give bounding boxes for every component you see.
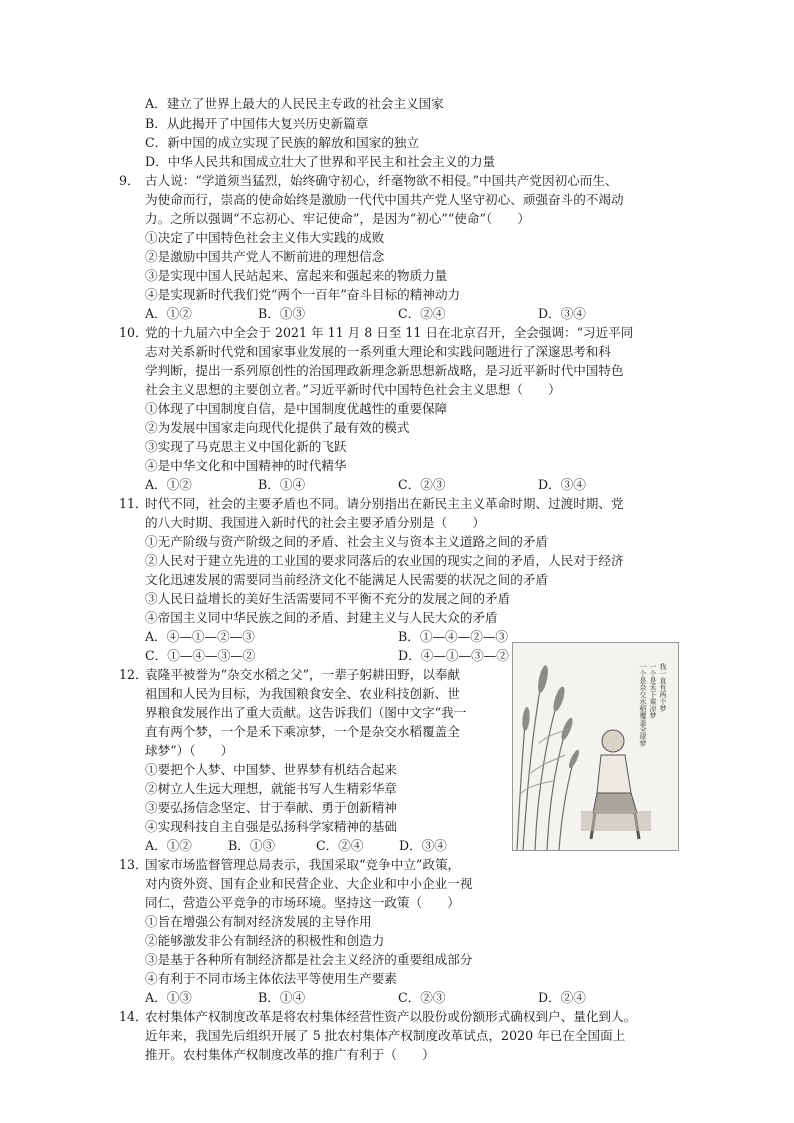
q13-statement: ③是基于各种所有制经济都是社会主义经济的重要组成部分 — [145, 952, 473, 967]
q9-stem-line: 为使命而行，崇高的使命始终是激励一代代中国共产党人坚守初心、顽强奋斗的不竭动 — [145, 192, 624, 207]
q11-choice-a: A．④—①—②—③ — [145, 629, 255, 644]
q10-stem-line: 志对关系新时代党和国家事业发展的一系列重大理论和实践问题进行了深邃思考和科 — [145, 344, 611, 359]
q11-choice-c: C．①—④—③—② — [145, 648, 256, 663]
q11-choice-b: B．①—④—②—③ — [398, 629, 509, 644]
q10-statement: ④是中华文化和中国精神的时代精华 — [145, 458, 347, 473]
q12-statement: ①要把个人梦、中国梦、世界梦有机结合起来 — [145, 762, 397, 777]
q9-choice-b: B．①③ — [258, 306, 306, 321]
q13-stem-line: 国家市场监督管理总局表示，我国采取“竞争中立”政策， — [145, 857, 461, 872]
q12-stem-line: 祖国和人民为目标，为我国粮食安全、农业科技创新、世 — [145, 686, 460, 701]
caption-col-3: 一个是杂交水稻覆盖全球梦 — [639, 663, 647, 747]
q11-statement: ③人民日益增长的美好生活需要同不平衡不充分的发展之间的矛盾 — [145, 591, 511, 606]
q10-number: 10． — [119, 325, 148, 340]
q11-stem-line: 的八大时期、我国进入新时代的社会主要矛盾分别是（ ） — [145, 515, 486, 530]
q11-statement: ④帝国主义同中华民族之间的矛盾、封建主义与人民大众的矛盾 — [145, 610, 498, 625]
q9-choice-d: D．③④ — [538, 306, 586, 321]
q9-statement: ②是激励中国共产党人不断前进的理想信念 — [145, 249, 385, 264]
q9-choice-c: C．②④ — [398, 306, 446, 321]
q9-number: 9． — [119, 173, 140, 188]
q11-number: 11． — [119, 496, 148, 511]
q10-statement: ①体现了中国制度自信，是中国制度优越性的重要保障 — [145, 401, 448, 416]
q13-statement: ①旨在增强公有制对经济发展的主导作用 — [145, 914, 372, 929]
q13-choice-a: A．①③ — [145, 990, 192, 1005]
q8-option-c: C．新中国的成立实现了民族的解放和国家的独立 — [145, 135, 420, 150]
q12-stem-line: 球梦”）（ ） — [145, 743, 234, 758]
q13-choice-d: D．②④ — [538, 990, 586, 1005]
q12-statement: ②树立人生远大理想，就能书写人生精彩华章 — [145, 781, 397, 796]
q10-choice-b: B．①④ — [258, 477, 306, 492]
q12-choice-d: D．③④ — [399, 838, 447, 853]
q14-stem-line: 推开。农村集体产权制度改革的推广有利于（ ） — [145, 1047, 435, 1062]
q8-option-d: D．中华人民共和国成立壮大了世界和平民主和社会主义的力量 — [145, 154, 496, 169]
q12-choice-a: A．①② — [145, 838, 192, 853]
q11-statement: 文化迅速发展的需要同当前经济文化不能满足人民需要的状况之间的矛盾 — [145, 572, 548, 587]
q10-statement: ②为发展中国家走向现代化提供了最有效的模式 — [145, 420, 410, 435]
q9-stem-line: 古人说：“学道须当猛烈，始终确守初心，纤毫物欲不相侵。”中国共产党因初心而生、 — [145, 173, 618, 188]
rice-field-drawing — [513, 643, 678, 850]
q12-choice-c: C．②④ — [316, 838, 364, 853]
q11-choice-d: D．④—①—③—② — [398, 648, 509, 663]
q9-statement: ④是实现新时代我们党“两个一百年”奋斗目标的精神动力 — [145, 287, 461, 302]
q11-statement: ②人民对于建立先进的工业国的要求同落后的农业国的现实之间的矛盾，人民对于经济 — [145, 553, 624, 568]
q10-choice-c: C．②③ — [398, 477, 446, 492]
q13-choice-b: B．①④ — [258, 990, 306, 1005]
q12-stem-line: 袁隆平被誉为“杂交水稻之父”，一辈子躬耕田野，以奉献 — [145, 667, 461, 682]
q8-option-a: A．建立了世界上最大的人民民主专政的社会主义国家 — [145, 96, 444, 111]
q13-number: 13． — [119, 857, 148, 872]
q10-choice-a: A．①② — [145, 477, 192, 492]
q14-stem-line: 近年来，我国先后组织开展了 5 批农村集体产权制度改革试点，2020 年已在全国面上 — [145, 1028, 626, 1043]
q12-statement: ③要弘扬信念坚定、甘于奉献、勇于创新精神 — [145, 800, 397, 815]
q10-stem-line: 学判断，提出一系列原创性的治国理政新理念新思想新战略，是习近平新时代中国特色 — [145, 363, 624, 378]
q9-statement: ①决定了中国特色社会主义伟大实践的成败 — [145, 230, 385, 245]
q9-stem-line: 力。之所以强调“不忘初心、牢记使命”，是因为“初心”“使命”（ ） — [145, 211, 530, 226]
q13-statement: ④有利于不同市场主体依法平等使用生产要素 — [145, 971, 397, 986]
q13-choice-c: C．②③ — [398, 990, 446, 1005]
q10-statement: ③实现了马克思主义中国化新的飞跃 — [145, 439, 347, 454]
q12-number: 12． — [119, 667, 148, 682]
q14-number: 14． — [119, 1009, 148, 1024]
q12-statement: ④实现科技自主自强是弘扬科学家精神的基础 — [145, 819, 397, 834]
q12-stem-line: 直有两个梦，一个是禾下乘凉梦，一个是杂交水稻覆盖全 — [145, 724, 460, 739]
q13-stem-line: 对内资外资、国有企业和民营企业、大企业和中小企业一视 — [145, 876, 473, 891]
q13-statement: ②能够激发非公有制经济的积极性和创造力 — [145, 933, 385, 948]
q10-choice-d: D．③④ — [538, 477, 586, 492]
q9-statement: ③是实现中国人民站起来、富起来和强起来的物质力量 — [145, 268, 448, 283]
q12-stem-line: 界粮食发展作出了重大贡献。这告诉我们（图中文字“我一 — [145, 705, 467, 720]
q10-stem-line: 社会主义思想的主要创立者。”习近平新时代中国特色社会主义思想（ ） — [145, 382, 561, 397]
q9-choice-a: A．①② — [145, 306, 192, 321]
q14-stem-line: 农村集体产权制度改革是将农村集体经营性资产以股份或份额形式确权到户、量化到人。 — [145, 1009, 637, 1024]
yuan-longping-illustration — [512, 642, 679, 851]
q12-choice-b: B．①③ — [228, 838, 276, 853]
caption-col-2: 一个是禾下乘凉梦 — [649, 663, 657, 719]
q11-stem-line: 时代不同，社会的主要矛盾也不同。请分别指出在新民主主义革命时期、过渡时期、党 — [145, 496, 624, 511]
q13-stem-line: 同仁，营造公平竞争的市场环境。坚持这一政策（ ） — [145, 895, 460, 910]
q8-option-b: B．从此揭开了中国伟大复兴历史新篇章 — [145, 116, 369, 131]
q11-statement: ①无产阶级与资产阶级之间的矛盾、社会主义与资本主义道路之间的矛盾 — [145, 534, 548, 549]
caption-col-1: 我一直有两个梦 — [659, 663, 667, 712]
q10-stem-line: 党的十九届六中全会于 2021 年 11 月 8 日至 11 日在北京召开，全会强调：“习近平同 — [145, 325, 634, 340]
